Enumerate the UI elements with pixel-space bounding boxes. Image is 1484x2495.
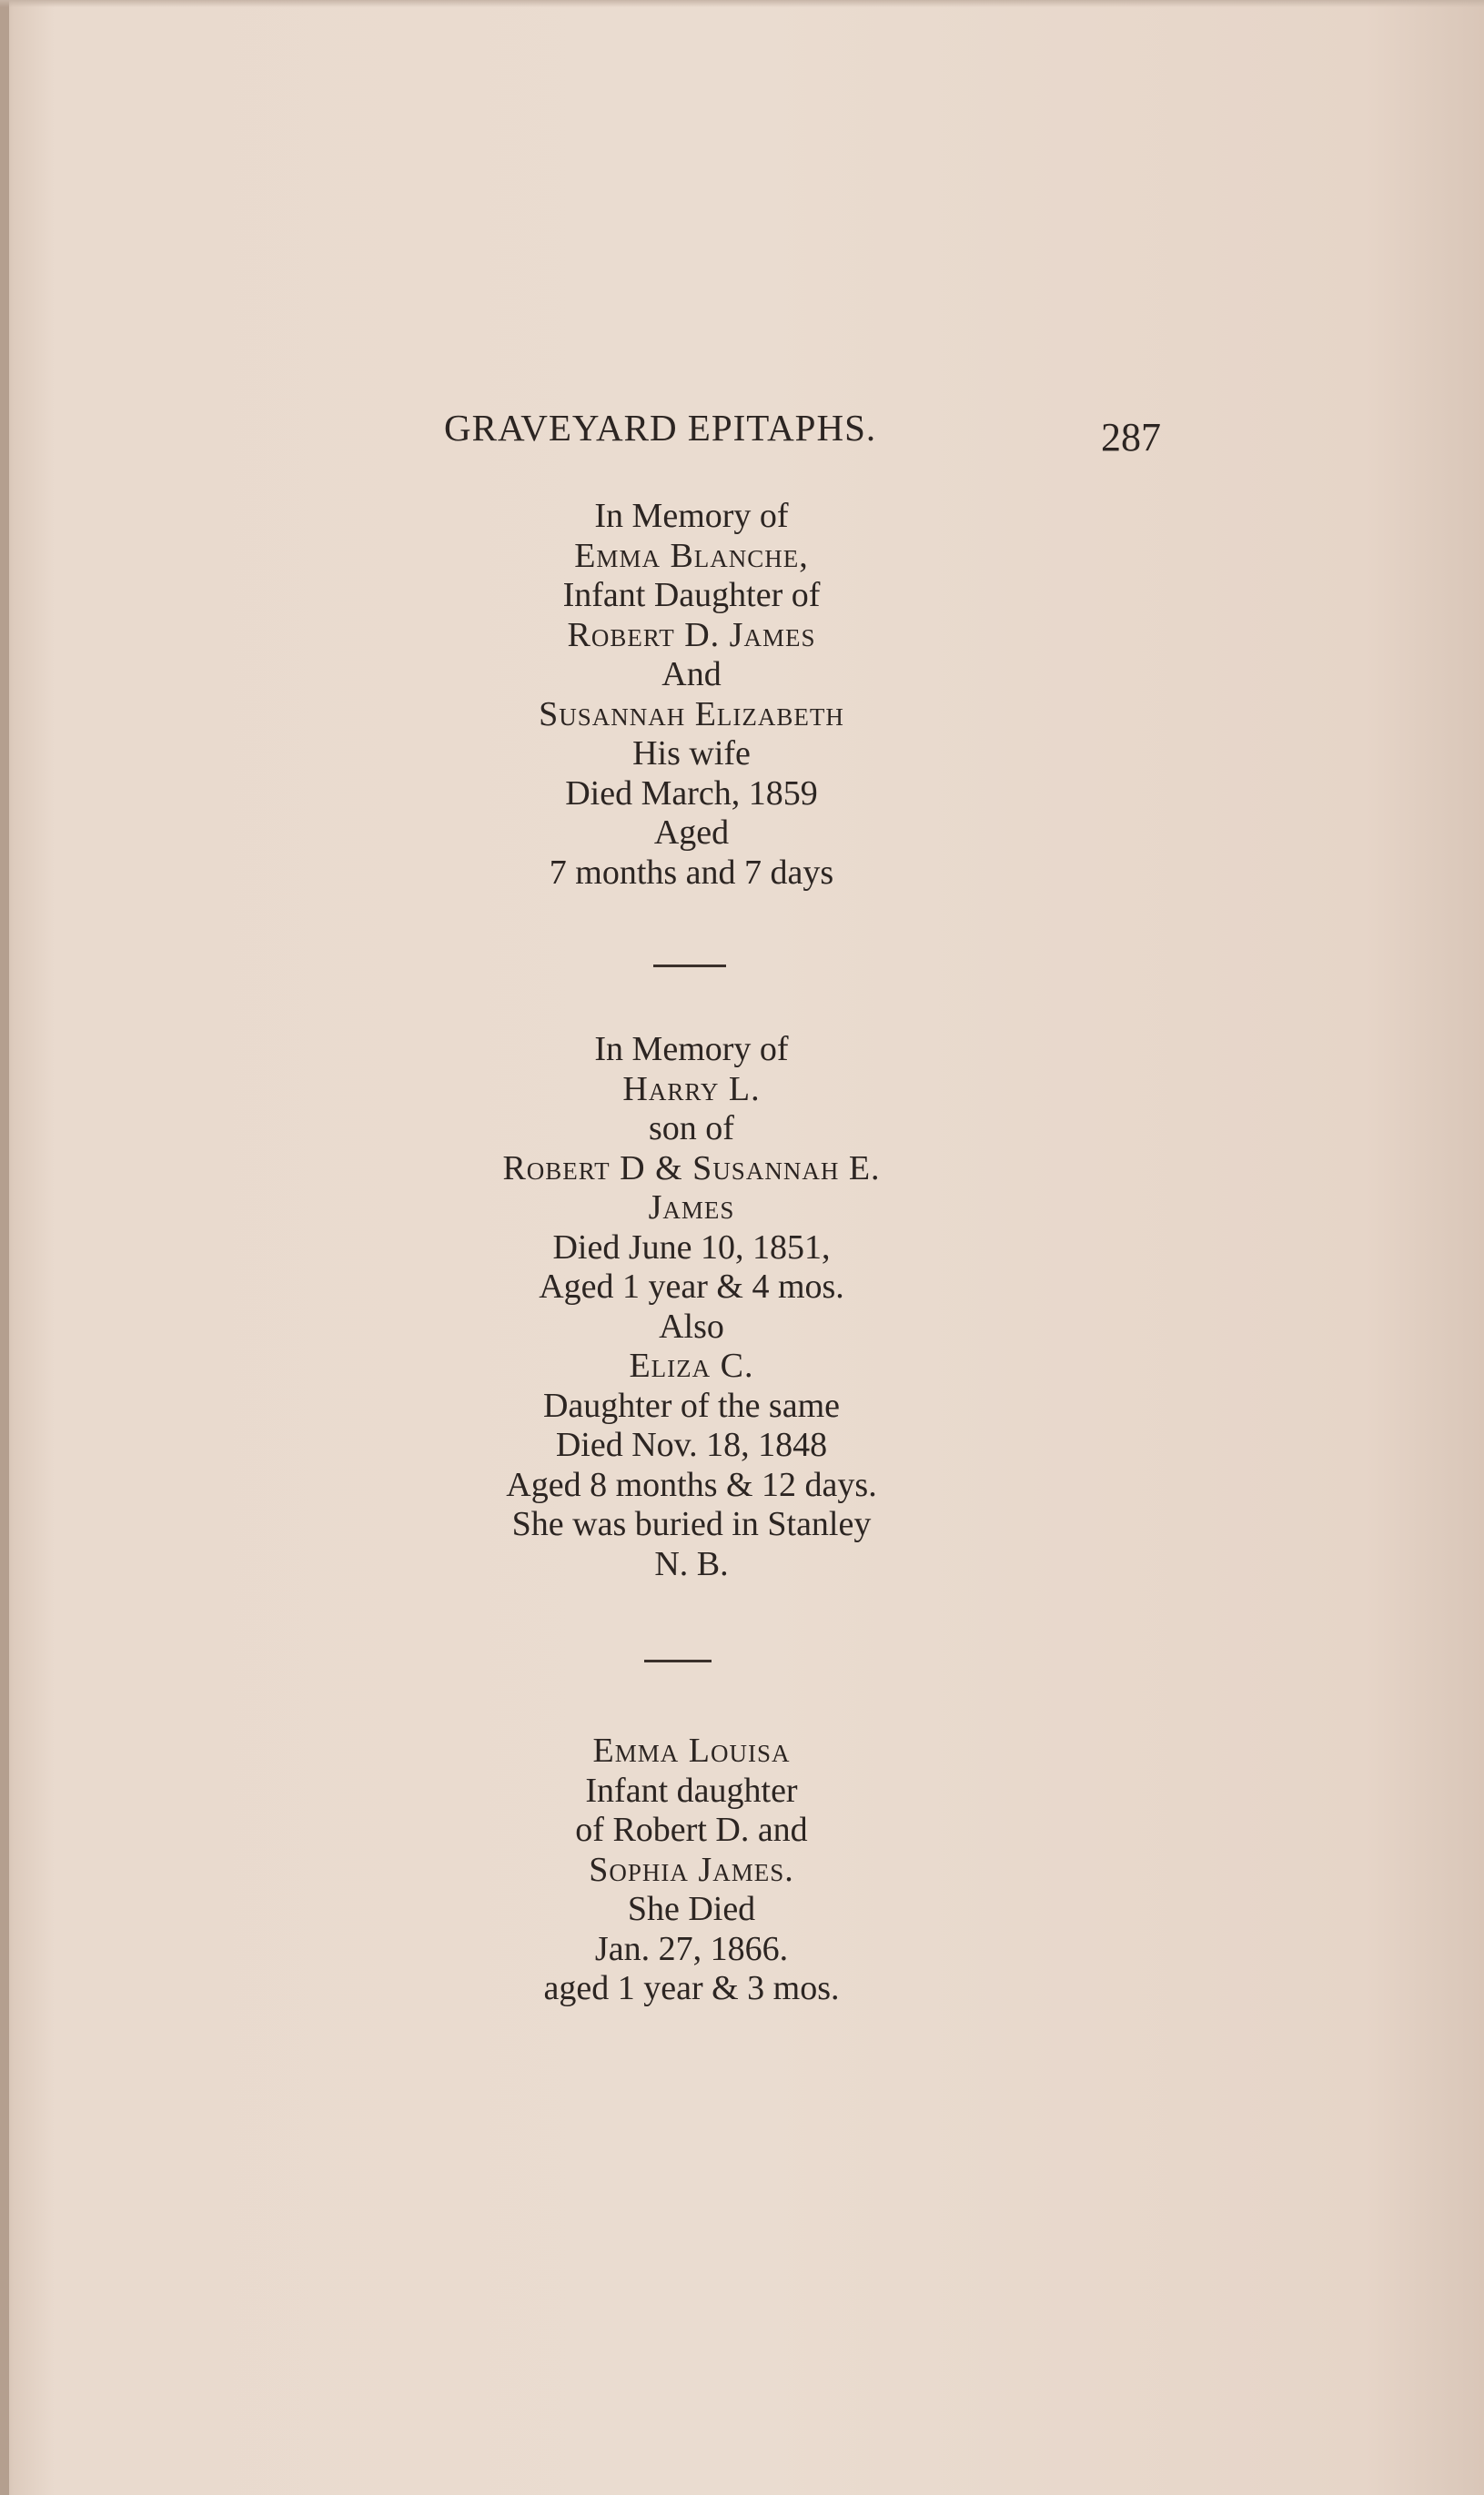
- epitaph-line: Susannah Elizabeth: [539, 694, 844, 733]
- page-number: 287: [1101, 415, 1161, 460]
- epitaph-line: In Memory of: [594, 1030, 789, 1068]
- epitaph-line: And: [661, 655, 722, 693]
- epitaph-line: Robert D. James: [567, 615, 816, 654]
- epitaph-line: son of: [649, 1109, 734, 1147]
- epitaph-line: Emma Blanche,: [574, 536, 809, 575]
- epitaph-line: Died Nov. 18, 1848: [555, 1426, 828, 1464]
- epitaph-line: Infant Daughter of: [562, 576, 821, 614]
- epitaph-line: Harry L.: [622, 1069, 761, 1108]
- epitaph-harry-and-eliza: [346, 1030, 1037, 1584]
- epitaph-line: His wife: [632, 734, 751, 773]
- epitaph-line: Died March, 1859: [565, 773, 818, 813]
- epitaph-line: aged 1 year & 3 mos.: [543, 1969, 840, 2007]
- epitaph-line: Emma Louisa: [592, 1732, 791, 1770]
- epitaph-line: In Memory of: [594, 497, 789, 535]
- epitaph-line: Aged 1 year & 4 mos.: [539, 1268, 844, 1306]
- epitaph-line: She Died: [627, 1890, 756, 1928]
- section-divider: [644, 1660, 712, 1662]
- epitaph-line: 7 months and 7 days: [549, 853, 834, 892]
- epitaph-line: N. B.: [654, 1544, 729, 1583]
- epitaph-line: Robert D & Susannah E.: [502, 1148, 881, 1187]
- epitaph-line: Also: [659, 1307, 724, 1346]
- epitaph-line: She was buried in Stanley: [511, 1505, 872, 1543]
- epitaph-line: Aged 8 months & 12 days.: [506, 1465, 877, 1504]
- epitaph-line: Sophia James.: [589, 1850, 794, 1889]
- epitaph-line: Jan. 27, 1866.: [594, 1929, 789, 1968]
- epitaph-emma-louisa: [346, 1732, 1037, 2009]
- section-divider: [653, 965, 726, 967]
- epitaph-line: Daughter of the same: [542, 1386, 841, 1425]
- epitaph-line: of Robert D. and: [575, 1811, 808, 1849]
- epitaph-line: Infant daughter: [585, 1771, 798, 1810]
- epitaph-line: Eliza C.: [629, 1347, 754, 1385]
- epitaph-line: James: [648, 1188, 735, 1227]
- running-title: GRAVEYARD EPITAPHS.: [444, 407, 877, 449]
- epitaph-emma-blanche: [346, 497, 1037, 893]
- epitaph-line: Aged: [653, 813, 730, 852]
- epitaph-line: Died June 10, 1851,: [552, 1227, 831, 1267]
